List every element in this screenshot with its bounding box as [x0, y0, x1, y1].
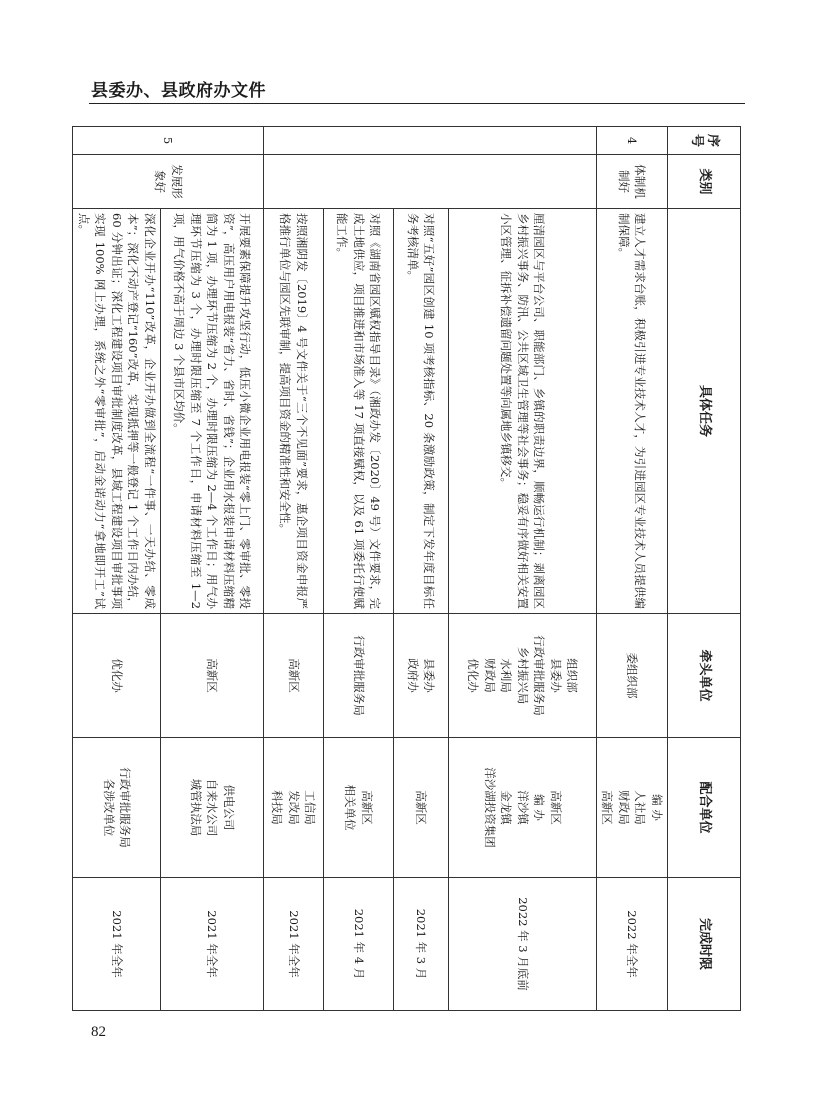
support-unit: 高新区	[548, 790, 563, 825]
cell-deadline: 2022 年 3 月底前	[449, 878, 597, 1011]
lead-unit: 委组织部	[625, 652, 640, 699]
page-header-title: 县委办、县政府办文件	[91, 81, 266, 101]
header-divider	[89, 103, 745, 104]
col-header-deadline: 完成时限	[668, 878, 741, 1011]
cell-support	[161, 738, 264, 878]
support-unit: 洋沙镇	[515, 790, 530, 825]
support-unit: 科技局	[270, 790, 285, 825]
lead-unit: 县委办	[548, 658, 563, 693]
cell-task: 对照“五好”园区创建 10 项考核指标、20 条激励政策，制定下发年度目标任务考核清单。	[394, 209, 449, 614]
table-row	[73, 127, 161, 1011]
table-row	[324, 127, 394, 1011]
support-unit: 金龙镇	[499, 790, 514, 825]
cell-seq: 5	[73, 127, 264, 155]
task-table	[73, 126, 742, 1011]
table-header-row	[668, 127, 741, 1011]
lead-unit: 优化办	[466, 658, 481, 693]
cell-deadline: 2021 年 4 月	[324, 878, 394, 1011]
cell-deadline: 2021 年 3 月	[394, 878, 449, 1011]
col-header-category: 类别	[668, 155, 741, 209]
lead-unit: 优化办	[110, 658, 124, 693]
cell-lead	[73, 614, 161, 738]
cell-lead	[324, 614, 394, 738]
col-header-support: 配合单位	[668, 738, 741, 878]
support-unit: 供电公司	[221, 784, 236, 831]
cell-task: 深化企业开办“110”改革，企业开办做到全流程“一件事、一天办结、零成本”；深化不动产登记“160”改革，实现抵押等一般登记 1 个工作日内办结，60 分钟出证；深化工程建设项目审批制度改革，县域工程建设项目审批事项实现 100% 网上办理，系统之外“零审批”，启动金诺动力“拿地即开工”试点。	[73, 209, 161, 614]
support-unit: 各涉改单位	[101, 778, 116, 837]
cell-task: 按照湘阴发〔2019〕4 号文件关于“三个不见面”要求，惠企项目资金申报严格推行单位与园区先联审制，提高项目资金的精准性和安全性。	[264, 209, 324, 614]
cell-support	[264, 738, 324, 878]
support-unit: 工信局	[303, 790, 318, 825]
cell-lead	[394, 614, 449, 738]
lead-unit: 县委办	[422, 658, 437, 693]
cell-deadline: 2021 年全年	[161, 878, 264, 1011]
cell-support	[597, 738, 668, 878]
support-unit: 财政局	[617, 790, 631, 825]
cell-support	[324, 738, 394, 878]
support-unit: 编 办	[650, 794, 664, 821]
table-row	[597, 127, 668, 1011]
lead-unit: 政府办	[406, 658, 420, 693]
cell-support	[73, 738, 161, 878]
support-unit: 洋沙湖投资集团	[482, 767, 497, 848]
table-row	[264, 127, 324, 1011]
lead-unit: 财政局	[482, 658, 497, 693]
cell-lead	[161, 614, 264, 738]
lead-unit: 行政审批服务局	[351, 635, 366, 716]
table-row	[394, 127, 449, 1011]
table-row	[161, 127, 264, 1011]
cell-task: 开展要素保障提升攻坚行动，低压小微企业用电报装“零上门、零审批、零投资”，高压用户用电报装“省力、省时、省钱”；企业用水报装申请材料压缩精简为 1 项，办理环节压缩为 2 个，办理时限压缩为 2—4 个工作日；用气办理环节压缩为 3 个，办理时限压缩至 7 个工作日，申请材料压缩至 1—2 项，用气价格不高于周边 3 个县市区均价。	[161, 209, 264, 614]
col-header-lead: 牵头单位	[668, 614, 741, 738]
lead-unit: 组织部	[565, 658, 580, 693]
cell-lead	[264, 614, 324, 738]
cell-category: 发展形象好	[73, 155, 264, 209]
cell-deadline: 2022 年全年	[597, 878, 668, 1011]
support-unit: 发改局	[286, 790, 301, 825]
cell-category: 体制机制好	[597, 155, 668, 209]
table-row	[449, 127, 597, 1011]
support-unit: 自来水公司	[205, 778, 220, 837]
rotated-table-frame	[77, 126, 741, 1010]
cell-deadline: 2021 年全年	[264, 878, 324, 1011]
cell-category-empty	[264, 155, 597, 209]
col-header-seq: 序号	[668, 127, 741, 155]
support-unit: 高新区	[414, 790, 429, 825]
lead-unit: 高新区	[205, 658, 220, 693]
page-number: 82	[91, 1024, 106, 1040]
cell-task: 厘清园区与平台公司、职能部门、乡镇的职责边界，顺畅运行机制；剥离园区乡村振兴事务、防汛、公共区域卫生管理等社会事务；稳妥有序做好相关安置小区管理、征拆补偿遗留问题处置等向属地乡镇移交。	[449, 209, 597, 614]
support-unit: 高新区	[600, 790, 615, 825]
support-unit: 相关单位	[343, 784, 358, 831]
cell-support	[394, 738, 449, 878]
cell-lead	[597, 614, 668, 738]
cell-seq-empty	[264, 127, 597, 155]
cell-support	[449, 738, 597, 878]
support-unit: 行政审批服务局	[118, 767, 133, 848]
cell-lead	[449, 614, 597, 738]
lead-unit: 水利局	[499, 658, 514, 693]
cell-task: 建立人才需求台账，积极引进专业技术人才，为引进园区专业技术人员提供编制保障。	[597, 209, 668, 614]
cell-task: 对照《湖南省园区赋权指导目录》（湘政办发〔2020〕49 号）文件要求，完成土地供应，项目推进和市场准入等 17 项直接赋权，以及 61 项委托行使赋能工作。	[324, 209, 394, 614]
support-unit: 高新区	[360, 790, 374, 825]
lead-unit: 乡村振兴局	[515, 646, 530, 705]
support-unit: 人社局	[633, 790, 648, 825]
col-header-task: 具体任务	[668, 209, 741, 614]
lead-unit: 高新区	[286, 658, 301, 693]
support-unit: 城管执法局	[188, 778, 203, 837]
support-unit: 编 办	[532, 794, 547, 821]
table-container	[77, 126, 741, 1010]
cell-seq: 4	[597, 127, 668, 155]
cell-deadline: 2021 年全年	[73, 878, 161, 1011]
lead-unit: 行政审批服务局	[532, 635, 547, 716]
